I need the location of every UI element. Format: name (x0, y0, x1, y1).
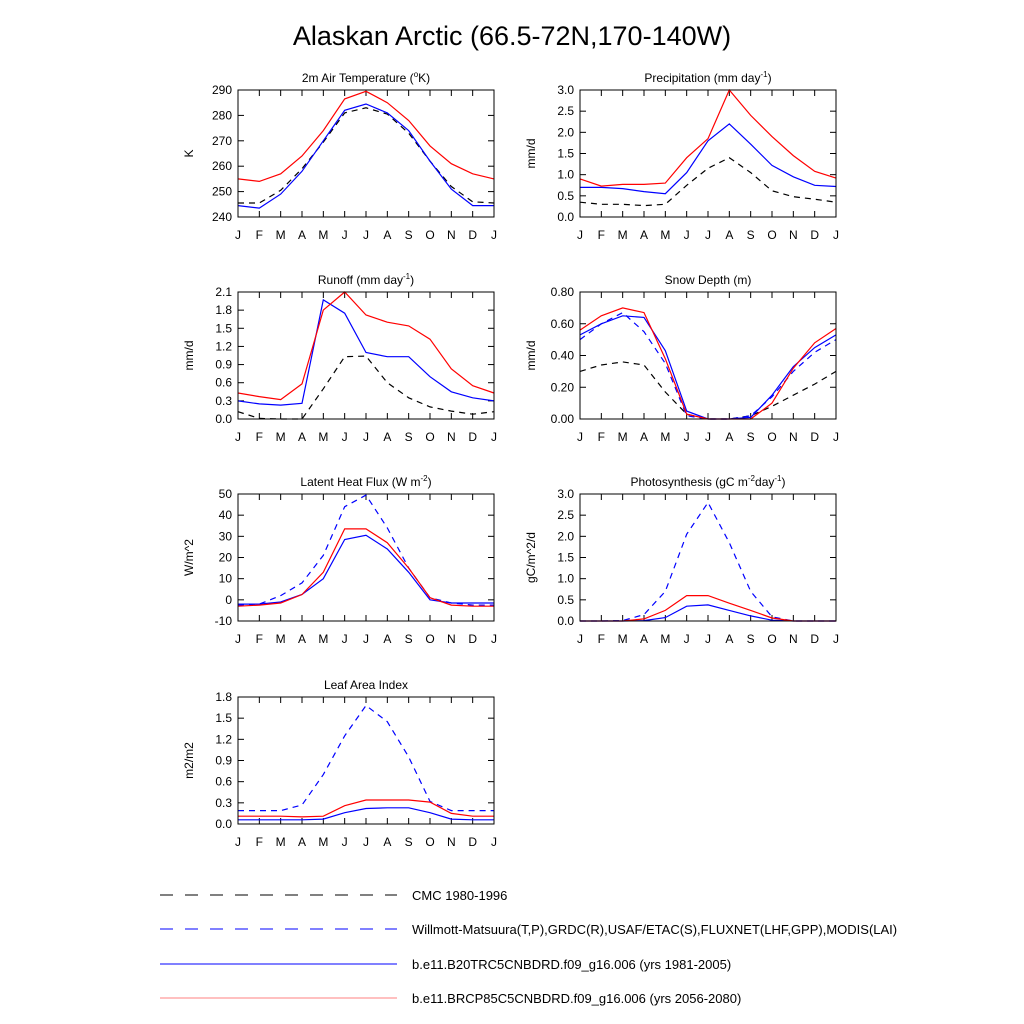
series-line-obs_blue (580, 503, 836, 622)
series-line-fut_red (238, 292, 494, 400)
x-tick-label: J (833, 430, 839, 444)
y-tick-label: 0.9 (215, 357, 232, 372)
series-line-ctrl_blue (238, 104, 494, 208)
series-line-ctrl_blue (238, 535, 494, 604)
x-tick-label: F (597, 430, 606, 444)
x-tick-label: O (425, 228, 435, 242)
legend-entry (160, 957, 731, 972)
x-tick-label: J (683, 228, 690, 242)
y-tick-label: 40 (218, 508, 232, 523)
y-tick-label: 0 (225, 592, 232, 607)
x-tick-label: M (275, 632, 286, 646)
x-tick-label: J (363, 228, 369, 242)
figure-title: Alaskan Arctic (66.5-72N,170-140W) (292, 21, 732, 51)
x-tick-label: A (297, 835, 307, 849)
panel-3 (182, 272, 497, 444)
x-tick-label: J (235, 835, 241, 849)
panel-title: 2m Air Temperature ($^o$K) (301, 70, 431, 85)
y-tick-label: 1.5 (215, 711, 232, 726)
y-tick-label: 2.5 (557, 508, 574, 523)
x-tick-label: J (683, 632, 690, 646)
y-tick-label: 1.8 (215, 303, 232, 318)
x-tick-label: S (746, 228, 755, 242)
x-tick-label: N (788, 430, 798, 444)
x-tick-label: N (788, 228, 798, 242)
x-tick-label: J (491, 632, 497, 646)
panel-title: Leaf Area Index (323, 678, 409, 692)
y-tick-label: 20 (218, 550, 232, 565)
x-tick-label: J (577, 430, 583, 444)
plot-frame (238, 697, 494, 824)
y-tick-label: 1.2 (215, 732, 232, 747)
x-tick-label: J (577, 228, 583, 242)
x-tick-label: A (639, 430, 649, 444)
x-tick-label: J (341, 835, 348, 849)
y-tick-label: 0.5 (557, 592, 574, 607)
y-tick-label: -10 (214, 614, 232, 628)
y-axis-label: mm/d (182, 340, 196, 371)
y-tick-label: 2.1 (215, 285, 232, 299)
y-tick-label: 0.00 (550, 412, 574, 426)
plot-frame (580, 90, 836, 217)
y-tick-label: 1.5 (215, 321, 232, 336)
series-line-obs_blue (238, 706, 494, 811)
x-tick-label: J (363, 835, 369, 849)
series-line-fut_red (238, 91, 494, 181)
x-tick-label: M (660, 228, 671, 242)
x-tick-label: F (597, 228, 606, 242)
x-tick-label: M (660, 632, 671, 646)
y-tick-label: 0.80 (550, 285, 574, 299)
y-tick-label: 0.9 (215, 753, 232, 768)
y-axis-label: m2/m2 (182, 742, 196, 779)
x-tick-label: S (404, 835, 413, 849)
series-line-ctrl_blue (238, 300, 494, 405)
x-tick-label: M (617, 632, 628, 646)
x-tick-label: D (468, 632, 478, 646)
x-tick-label: J (341, 430, 348, 444)
x-tick-label: J (833, 228, 839, 242)
panel-title: Runoff (mm day$^{-1}$) (317, 272, 415, 287)
series-line-obs_blue (238, 495, 494, 605)
x-tick-label: M (275, 228, 286, 242)
x-tick-label: J (235, 632, 241, 646)
x-tick-label: J (833, 632, 839, 646)
panel-title: Photosynthesis (gC $m^{-2}day^{-1}$) (630, 474, 786, 489)
y-tick-label: 0.0 (557, 210, 574, 224)
y-tick-label: 1.0 (557, 167, 574, 182)
x-tick-label: A (725, 430, 734, 444)
panel-6 (524, 474, 839, 646)
series-line-obs_blue (580, 313, 836, 419)
x-tick-label: A (297, 632, 307, 646)
x-tick-label: D (468, 430, 478, 444)
x-tick-label: J (363, 632, 369, 646)
y-tick-label: 250 (211, 184, 232, 199)
series-line-fut_red (580, 308, 836, 419)
series-line-fut_red (238, 529, 494, 606)
series-line-fut_red (580, 90, 836, 186)
x-tick-label: M (275, 430, 286, 444)
panel-5 (182, 474, 497, 646)
y-tick-label: 2.0 (557, 529, 574, 544)
y-axis-label: gC/m^2/d (524, 532, 538, 583)
y-tick-label: 50 (218, 487, 232, 501)
x-tick-label: N (788, 632, 798, 646)
y-tick-label: 1.8 (215, 690, 232, 704)
x-tick-label: J (341, 632, 348, 646)
series-line-obs_black (238, 108, 494, 203)
y-tick-label: 3.0 (557, 487, 574, 501)
x-tick-label: A (639, 632, 649, 646)
y-tick-label: 2.0 (557, 125, 574, 140)
legend (160, 888, 897, 1006)
x-tick-label: F (597, 632, 606, 646)
x-tick-label: A (639, 228, 649, 242)
x-tick-label: A (383, 430, 392, 444)
x-tick-label: J (491, 228, 497, 242)
x-tick-label: M (660, 430, 671, 444)
x-tick-label: J (705, 430, 711, 444)
x-tick-label: O (425, 835, 435, 849)
x-tick-label: S (746, 430, 755, 444)
x-tick-label: N (446, 835, 456, 849)
y-tick-label: 0.6 (215, 375, 232, 390)
series-line-obs_black (238, 356, 494, 419)
x-tick-label: N (446, 228, 456, 242)
x-tick-label: A (383, 632, 392, 646)
series-line-ctrl_blue (580, 316, 836, 419)
series-line-obs_black (580, 158, 836, 206)
legend-entry (160, 922, 897, 937)
y-tick-label: 0.0 (215, 817, 232, 831)
y-tick-label: 1.5 (557, 550, 574, 565)
x-tick-label: A (725, 632, 734, 646)
panel-title: Snow Depth (m) (664, 273, 752, 287)
y-axis-label: mm/d (524, 138, 538, 169)
y-axis-label: mm/d (524, 340, 538, 371)
x-tick-label: D (810, 632, 820, 646)
y-tick-label: 270 (211, 133, 232, 148)
y-tick-label: 280 (211, 108, 232, 123)
y-tick-label: 240 (211, 210, 232, 224)
panel-1 (182, 70, 497, 242)
plot-frame (580, 292, 836, 419)
x-tick-label: D (810, 228, 820, 242)
y-tick-label: 30 (218, 529, 232, 544)
x-tick-label: O (425, 430, 435, 444)
x-tick-label: J (235, 228, 241, 242)
x-tick-label: J (363, 430, 369, 444)
legend-label: b.e11.BRCP85C5CNBDRD.f09_g16.006 (yrs 2056-2080) (412, 991, 742, 1006)
x-tick-label: M (318, 632, 329, 646)
x-tick-label: D (468, 228, 478, 242)
panel-7 (182, 678, 497, 849)
series-line-obs_black (580, 362, 836, 419)
x-tick-label: F (255, 228, 264, 242)
legend-label: CMC 1980-1996 (412, 888, 508, 903)
y-tick-label: 0.40 (550, 348, 574, 363)
x-tick-label: M (617, 430, 628, 444)
x-tick-label: S (746, 632, 755, 646)
x-tick-label: J (577, 632, 583, 646)
y-tick-label: 260 (211, 159, 232, 174)
y-tick-label: 0.6 (215, 774, 232, 789)
x-tick-label: O (767, 228, 777, 242)
x-tick-label: J (491, 430, 497, 444)
x-tick-label: D (810, 430, 820, 444)
y-axis-label: W/m^2 (182, 539, 196, 576)
y-tick-label: 0.0 (215, 412, 232, 426)
y-tick-label: 0.5 (557, 188, 574, 203)
y-tick-label: 1.5 (557, 146, 574, 161)
y-tick-label: 10 (218, 571, 232, 586)
x-tick-label: J (235, 430, 241, 444)
x-tick-label: M (617, 228, 628, 242)
x-tick-label: M (318, 228, 329, 242)
x-tick-label: A (297, 430, 307, 444)
legend-label: Willmott-Matsuura(T,P),GRDC(R),USAF/ETAC(S),FLUXNET(LHF,GPP),MODIS(LAI) (412, 922, 898, 937)
x-tick-label: A (383, 228, 392, 242)
x-tick-label: J (683, 430, 690, 444)
y-tick-label: 290 (211, 83, 232, 97)
legend-entry (160, 888, 507, 903)
panel-title: Latent Heat Flux (W $m^{-2}$) (300, 474, 432, 489)
y-tick-label: 0.3 (215, 795, 232, 810)
x-tick-label: J (705, 632, 711, 646)
x-tick-label: J (705, 228, 711, 242)
legend-label: b.e11.B20TRC5CNBDRD.f09_g16.006 (yrs 1981-2005) (412, 957, 732, 972)
x-tick-label: M (318, 430, 329, 444)
y-tick-label: 0.20 (550, 380, 574, 395)
x-tick-label: M (318, 835, 329, 849)
y-tick-label: 0.60 (550, 316, 574, 331)
y-tick-label: 1.0 (557, 571, 574, 586)
plot-frame (580, 494, 836, 621)
panel-4 (524, 273, 839, 444)
x-tick-label: S (404, 632, 413, 646)
x-tick-label: S (404, 228, 413, 242)
y-tick-label: 0.0 (557, 614, 574, 628)
y-tick-label: 2.5 (557, 104, 574, 119)
x-tick-label: A (383, 835, 392, 849)
y-tick-label: 1.2 (215, 339, 232, 354)
x-tick-label: O (425, 632, 435, 646)
legend-entry (160, 991, 741, 1006)
x-tick-label: O (767, 632, 777, 646)
x-tick-label: O (767, 430, 777, 444)
x-tick-label: M (275, 835, 286, 849)
y-tick-label: 0.3 (215, 393, 232, 408)
x-tick-label: N (446, 430, 456, 444)
panel-2 (524, 70, 839, 242)
plot-frame (238, 90, 494, 217)
x-tick-label: F (255, 835, 264, 849)
x-tick-label: A (297, 228, 307, 242)
y-tick-label: 3.0 (557, 83, 574, 97)
x-tick-label: N (446, 632, 456, 646)
plot-frame (238, 292, 494, 419)
x-tick-label: F (255, 430, 264, 444)
x-tick-label: A (725, 228, 734, 242)
x-tick-label: J (491, 835, 497, 849)
x-tick-label: F (255, 632, 264, 646)
x-tick-label: J (341, 228, 348, 242)
x-tick-label: S (404, 430, 413, 444)
y-axis-label: K (182, 149, 196, 158)
panels (182, 70, 839, 849)
panel-title: Precipitation (mm day$^{-1}$) (644, 70, 772, 85)
x-tick-label: D (468, 835, 478, 849)
